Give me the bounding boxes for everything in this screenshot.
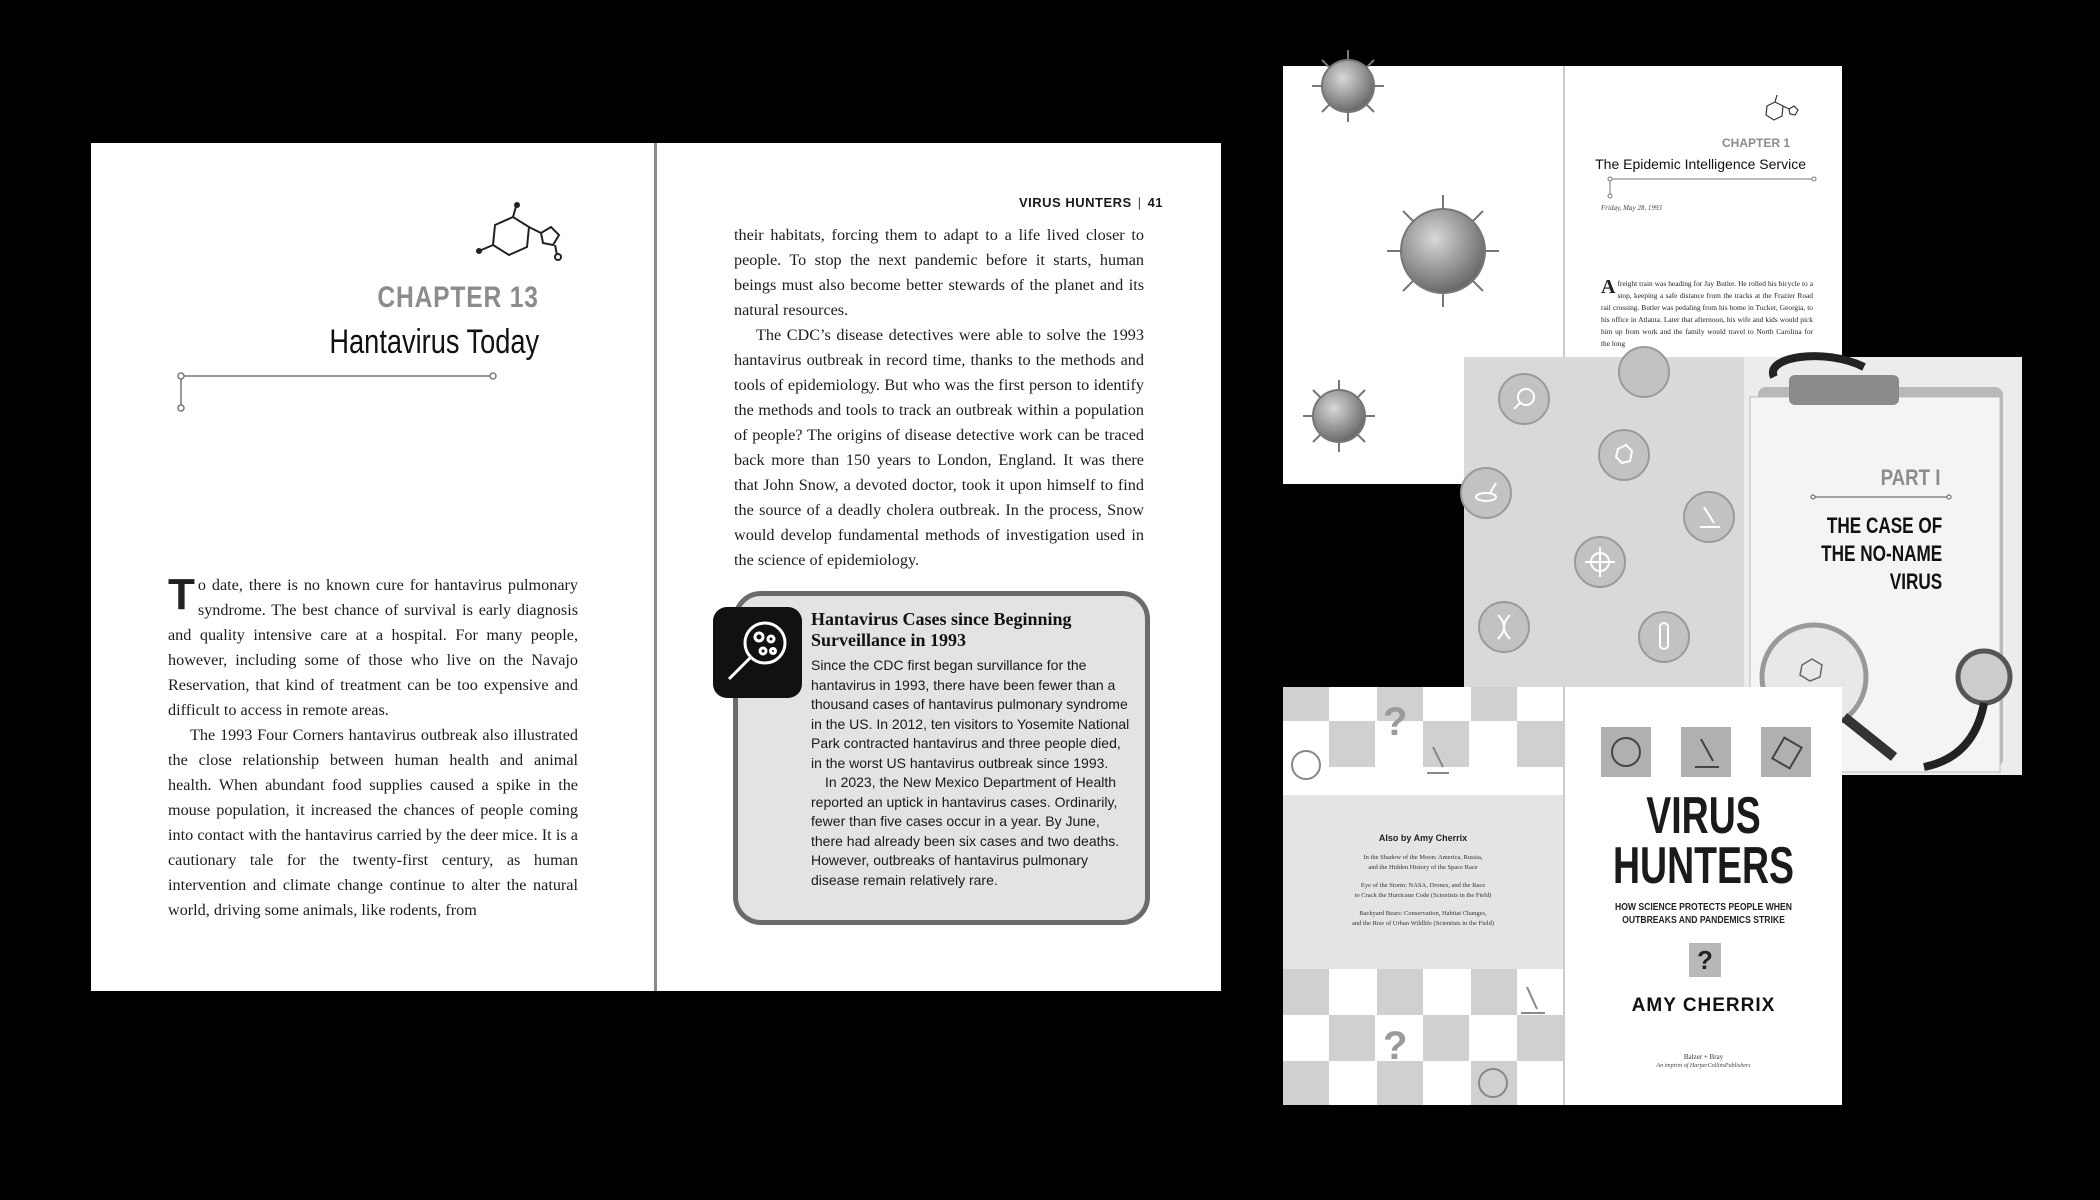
running-head	[1019, 195, 1163, 210]
magnifier-icon	[713, 607, 802, 698]
part-label: PART I	[1880, 465, 1940, 490]
part-rule-divider	[1810, 491, 1952, 503]
spine-gutter	[654, 143, 657, 991]
part-title-line: THE CASE OF	[1826, 513, 1942, 538]
chapter-opening-text	[1601, 276, 1813, 348]
paragraph: Since the CDC first began survillance for the hantavirus in 1993, there have been fewer than a thousand cases of hantavirus pulmonary syndrome in the US. In 2012, ten visitors to Yosemite National Park contracted hantavirus and three people died, in the worst US hantavirus outbreak since 1993.	[811, 657, 1130, 771]
part-title-line: THE NO-NAME	[1820, 541, 1942, 566]
paragraph: their habitats, forcing them to adapt to a life lived closer to people. To stop the next pandemic before it starts, human beings must also become better stewards of the planet and its natural resources.	[734, 226, 1144, 319]
publisher-imprint: An imprint of HarperCollinsPublishers	[1656, 1063, 1751, 1069]
molecule-icon	[1755, 94, 1799, 128]
svg-text:?: ?	[1383, 700, 1408, 744]
book-entry: Backyard Bears: Conservation, Habitat Changes,	[1359, 910, 1487, 917]
sidebar-body	[811, 656, 1131, 890]
book-entry: In the Shadow of the Moon: America, Russia,	[1363, 854, 1483, 861]
book-title-line: VIRUS	[1646, 787, 1761, 845]
subtitle-line: HOW SCIENCE PROTECTS PEOPLE WHEN	[1614, 901, 1792, 913]
part-title	[1821, 512, 1942, 596]
book-entry: to Crack the Hurricane Code (Scientists in the Field)	[1354, 892, 1492, 899]
book-spread	[91, 143, 1221, 991]
chapter-label: CHAPTER 13	[377, 281, 539, 314]
paragraph: The 1993 Four Corners hantavirus outbreak also illustrated the close relationship between human health and animal health. When abundant food supplies caused a spike in the mouse population, it increased the chances of people coming into contact with the hantavirus carried by the deer mice. It is a cautionary tale for the twenty-first century, as human intervention and climate change continue to alter the natural world, driving some animals, like rodents, from	[168, 726, 578, 919]
sidebar-icon-tile	[713, 607, 802, 698]
chapter-rule-divider	[177, 372, 497, 412]
svg-text:?: ?	[1383, 1024, 1408, 1068]
left-page-body	[168, 570, 578, 923]
running-head-separator: |	[1137, 195, 1142, 210]
chapter-rule-divider	[1607, 176, 1817, 200]
author-name: AMY CHERRIX	[1631, 995, 1776, 1016]
chapter-title: Hantavirus Today	[329, 323, 539, 361]
paragraph: The CDC’s disease detectives were able to solve the 1993 hantavirus outbreak in record time, thanks to the methods and tools of epidemiology. But who was the first person to identify the methods and tools to track an outbreak within a population of people? The origins of disease detective work can be traced back more than 150 years to London, England. It was there that John Snow, a devoted doctor, took it upon himself to find the source of a deadly cholera outbreak. In the process, Snow would develop fundamental methods of investigation used in the science of epidemiology.	[734, 326, 1144, 569]
title-page	[1563, 687, 1842, 1105]
chapter-label: CHAPTER 1	[1721, 136, 1790, 150]
paragraph: o date, there is no known cure for hantavirus pulmonary syndrome. The best chance of survival is early diagnosis and quality intensive care at a hospital. For many people, however, including some of those who live on the Navajo Reservation, that kind of treatment can be too expensive and difficult to access in remote areas.	[168, 576, 578, 719]
running-head-title: VIRUS HUNTERS	[1019, 195, 1132, 210]
chapter-date: Friday, May 28, 1993	[1601, 204, 1662, 212]
drop-cap: A	[1601, 276, 1616, 298]
also-by-heading: Also by Amy Cherrix	[1378, 833, 1468, 843]
page-number: 41	[1147, 195, 1164, 210]
paragraph: freight train was heading for Jay Butler. He rolled his bicycle to a stop, keeping a safe distance from the tracks at the Frazier Road rail crossing. Butler was pedaling from his home in Tucker, Georgia, to his office in Atlanta. Later that afternoon, his wife and kids would pick him up from work and the family would travel to North Carolina for the long	[1601, 279, 1813, 348]
molecule-icon	[471, 203, 561, 273]
part-title-line: VIRUS	[1889, 569, 1942, 594]
book-list	[1283, 853, 1563, 929]
book-title-line: HUNTERS	[1613, 837, 1794, 895]
paragraph: In 2023, the New Mexico Department of Health reported an uptick in hantavirus cases. Ordinarily, fewer than five cases occur in a year. By June, there had already been six cases and two deaths. However, outbreaks of hantavirus pulmonary disease remain relatively rare.	[811, 774, 1120, 888]
book-title	[1604, 787, 1803, 895]
chapter-title: The Epidemic Intelligence Service	[1595, 156, 1806, 172]
question-mark-icon: ?	[1689, 943, 1721, 977]
book-subtitle	[1590, 901, 1817, 927]
also-by-page	[1283, 687, 1563, 1105]
drop-cap: T	[168, 570, 195, 619]
book-entry: and the Hidden History of the Space Race	[1368, 864, 1478, 871]
book-entry: Eye of the Storm: NASA, Drones, and the Race	[1360, 882, 1486, 889]
right-page-body	[734, 223, 1144, 573]
title-page-icons	[1601, 727, 1813, 779]
publisher-name: Balzer + Bray	[1683, 1053, 1724, 1061]
book-entry: and the Rise of Urban Wildlife (Scientists in the Field)	[1351, 920, 1495, 927]
sidebar-title: Hantavirus Cases since Beginning Surveillance in 1993	[811, 609, 1072, 650]
subtitle-line: OUTBREAKS AND PANDEMICS STRIKE	[1622, 914, 1785, 926]
